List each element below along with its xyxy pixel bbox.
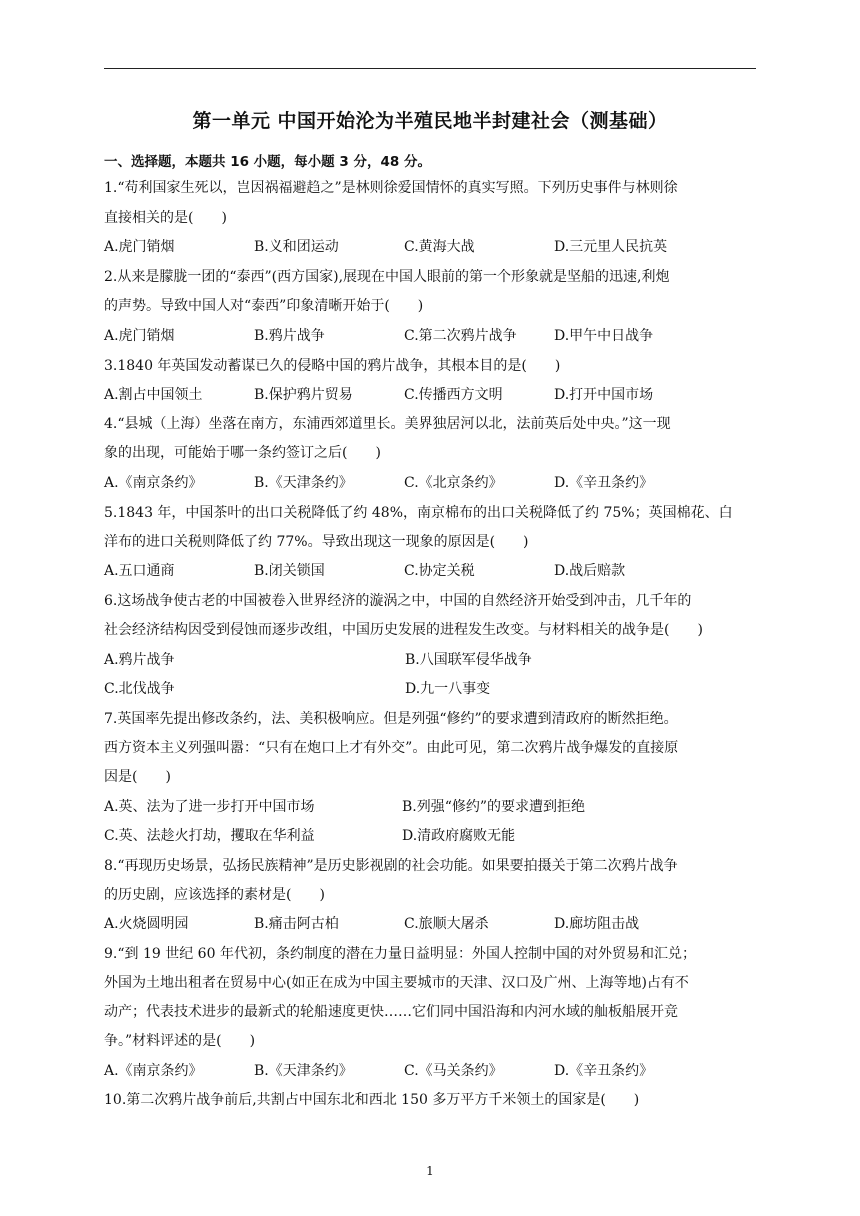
question-1-option-c: C.黄海大战 [404,239,475,255]
question-7-option-c: C.英、法趁火打劫，攫取在华利益 [104,828,315,844]
question-3-option-d: D.打开中国市场 [554,387,654,403]
question-3-line-1: 3.1840 年英国发动蓄谋已久的侵略中国的鸦片战争，其根本目的是( ) [104,358,561,374]
question-6-option-d: D.九一八事变 [405,681,491,697]
question-5-line-2: 洋布的进口关税则降低了约 77%。导致出现这一现象的原因是( ) [104,534,529,550]
question-2-option-d: D.甲午中日战争 [554,328,654,344]
question-8-option-d: D.廊坊阻击战 [554,916,640,932]
question-3-option-a: A.割占中国领土 [104,387,203,403]
question-2-line-1: 2.从来是朦胧一团的“泰西”(西方国家),展现在中国人眼前的第一个形象就是坚船的迅速,利炮 [104,269,670,285]
question-1-option-d: D.三元里人民抗英 [554,239,668,255]
question-4-line-2: 象的出现，可能始于哪一条约签订之后( ) [104,445,381,461]
question-4-option-d: D.《辛丑条约》 [554,475,654,491]
question-7-option-a: A.英、法为了进一步打开中国市场 [104,799,315,815]
question-9-option-b: B.《天津条约》 [254,1063,353,1079]
question-6-line-2: 社会经济结构因受到侵蚀而逐步改组，中国历史发展的进程发生改变。与材料相关的战争是( ) [104,622,703,638]
question-7-option-b: B.列强“修约”的要求遭到拒绝 [402,799,586,815]
question-5-option-c: C.协定关税 [404,563,475,579]
header-rule [104,68,756,69]
question-2-line-2: 的声势。导致中国人对“泰西”印象清晰开始于( ) [104,298,424,314]
question-7-line-2: 西方资本主义列强叫嚣：“只有在炮口上才有外交”。由此可见，第二次鸦片战争爆发的直接原 [104,740,679,756]
question-1-option-a: A.虎门销烟 [104,239,175,255]
question-8-line-2: 的历史剧，应该选择的素材是( ) [104,887,325,903]
question-6-option-b: B.八国联军侵华战争 [405,652,532,668]
page-number: 1 [426,1164,434,1178]
question-7-line-3: 因是( ) [104,769,171,785]
section-heading: 一、选择题，本题共 16 小题，每小题 3 分，48 分。 [104,154,431,170]
question-9-line-3: 动产；代表技术进步的最新式的轮船速度更快……它们同中国沿海和内河水域的舢板船展开竞 [104,1004,678,1020]
question-4-option-b: B.《天津条约》 [254,475,353,491]
question-9-line-1: 9.“到 19 世纪 60 年代初，条约制度的潜在力量日益明显：外国人控制中国的对外贸易和汇兑； [104,946,696,962]
question-2-option-c: C.第二次鸦片战争 [404,328,517,344]
question-4-line-1: 4.“县城（上海）坐落在南方，东浦西郊道里长。美界独居河以北，法前英后处中央。”这一现 [104,416,671,432]
question-1-line-1: 1.“苟利国家生死以，岂因祸福避趋之”是林则徐爱国情怀的真实写照。下列历史事件与林则徐 [104,180,678,196]
question-4-option-c: C.《北京条约》 [404,475,503,491]
question-5-option-d: D.战后赔款 [554,563,626,579]
question-5-option-a: A.五口通商 [104,563,175,579]
page-title: 第一单元 中国开始沦为半殖民地半封建社会（测基础） [192,110,668,132]
question-7-line-1: 7.英国率先提出修改条约，法、美积极响应。但是列强“修约”的要求遭到清政府的断然拒绝。 [104,711,678,727]
question-3-option-c: C.传播西方文明 [404,387,503,403]
question-10-line-1: 10.第二次鸦片战争前后,共割占中国东北和西北 150 多万平方千米领土的国家是( ) [104,1092,640,1108]
question-9-line-4: 争。”材料评述的是( ) [104,1033,256,1049]
question-1-option-b: B.义和团运动 [254,239,339,255]
question-8-option-c: C.旅顺大屠杀 [404,916,489,932]
question-9-line-2: 外国为土地出租者在贸易中心(如正在成为中国主要城市的天津、汉口及广州、上海等地)占有不 [104,975,689,991]
question-3-option-b: B.保护鸦片贸易 [254,387,353,403]
question-5-line-1: 5.1843 年，中国茶叶的出口关税降低了约 48%，南京棉布的出口关税降低了约 75%；英国棉花、白 [104,505,733,521]
question-9-option-a: A.《南京条约》 [104,1063,203,1079]
question-7-option-d: D.清政府腐败无能 [402,828,516,844]
question-1-line-2: 直接相关的是( ) [104,210,227,226]
question-6-line-1: 6.这场战争使古老的中国被卷入世界经济的漩涡之中，中国的自然经济开始受到冲击，几千年的 [104,593,692,609]
question-2-option-a: A.虎门销烟 [104,328,175,344]
question-8-option-a: A.火烧圆明园 [104,916,189,932]
question-6-option-a: A.鸦片战争 [104,652,175,668]
question-8-line-1: 8.“再现历史场景，弘扬民族精神”是历史影视剧的社会功能。如果要拍摄关于第二次鸦片战争 [104,858,678,874]
question-9-option-c: C.《马关条约》 [404,1063,503,1079]
question-6-option-c: C.北伐战争 [104,681,175,697]
question-4-option-a: A.《南京条约》 [104,475,203,491]
question-2-option-b: B.鸦片战争 [254,328,325,344]
question-5-option-b: B.闭关锁国 [254,563,325,579]
question-8-option-b: B.痛击阿古柏 [254,916,339,932]
question-9-option-d: D.《辛丑条约》 [554,1063,654,1079]
